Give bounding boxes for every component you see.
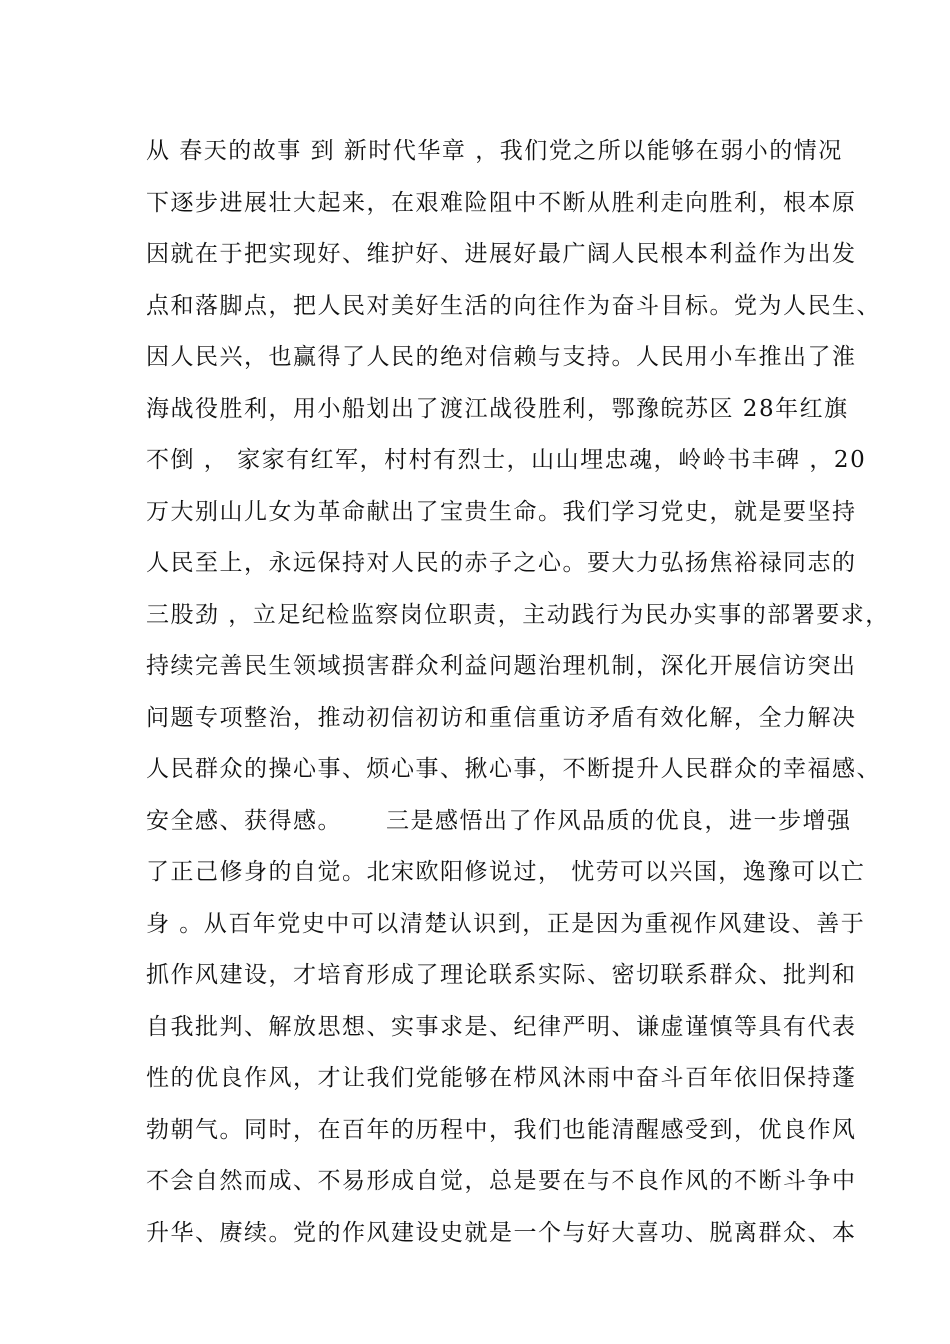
text-line: 万大别山儿女为革命献出了宝贵生命。我们学习党史，就是要坚持 xyxy=(146,498,857,525)
text-line: 人民至上，永远保持对人民的赤子之心。要大力弘扬焦裕禄同志的 xyxy=(146,550,857,576)
text-line: 身 。从百年党史中可以清楚认识到，正是因为重视作风建设、善于 xyxy=(146,910,866,937)
text-line: 不倒 ， 家家有红军，村村有烈士，山山埋忠魂，岭岭书丰碑 ，20 xyxy=(146,447,867,473)
text-line: 性的优良作风，才让我们党能够在栉风沐雨中奋斗百年依旧保持蓬 xyxy=(146,1065,857,1091)
text-line: 勃朝气。同时，在百年的历程中，我们也能清醒感受到，优良作风 xyxy=(146,1116,857,1143)
text-line: 持续完善民生领域损害群众利益问题治理机制，深化开展信访突出 xyxy=(146,653,857,679)
text-line: 因就在于把实现好、维护好、进展好最广阔人民根本利益作为出发 xyxy=(146,241,857,267)
text-line: 点和落脚点，把人民对美好生活的向往作为奋斗目标。党为人民生、 xyxy=(146,292,881,319)
text-line: 问题专项整治，推动初信初访和重信重访矛盾有效化解，全力解决 xyxy=(146,704,857,731)
text-line: 了正己修身的自觉。北宋欧阳修说过， 忧劳可以兴国，逸豫可以亡 xyxy=(146,859,866,885)
text-line: 抓作风建设，才培育形成了理论联系实际、密切联系群众、批判和 xyxy=(146,962,857,988)
text-line: 安全感、获得感。 三是感悟出了作风品质的优良，进一步增强 xyxy=(146,807,852,834)
text-line: 下逐步进展壮大起来，在艰难险阻中不断从胜利走向胜利，根本原 xyxy=(146,189,857,216)
text-line: 三股劲 ，立足纪检监察岗位职责，主动践行为民办实事的部署要求， xyxy=(146,601,890,628)
text-line: 因人民兴，也赢得了人民的绝对信赖与支持。人民用小车推出了淮 xyxy=(146,344,857,370)
text-line: 从 春天的故事 到 新时代华章 ，我们党之所以能够在弱小的情况 xyxy=(146,138,843,164)
body-text xyxy=(146,134,890,1267)
text-line: 不会自然而成、不易形成自觉，总是要在与不良作风的不断斗争中 xyxy=(146,1168,857,1194)
text-line: 海战役胜利，用小船划出了渡江战役胜利，鄂豫皖苏区 28年红旗 xyxy=(146,395,849,422)
text-line: 升华、赓续。党的作风建设史就是一个与好大喜功、脱离群众、本 xyxy=(146,1219,857,1246)
text-line: 人民群众的操心事、烦心事、揪心事，不断提升人民群众的幸福感、 xyxy=(146,756,881,782)
text-line: 自我批判、解放思想、实事求是、纪律严明、谦虚谨慎等具有代表 xyxy=(146,1013,857,1040)
